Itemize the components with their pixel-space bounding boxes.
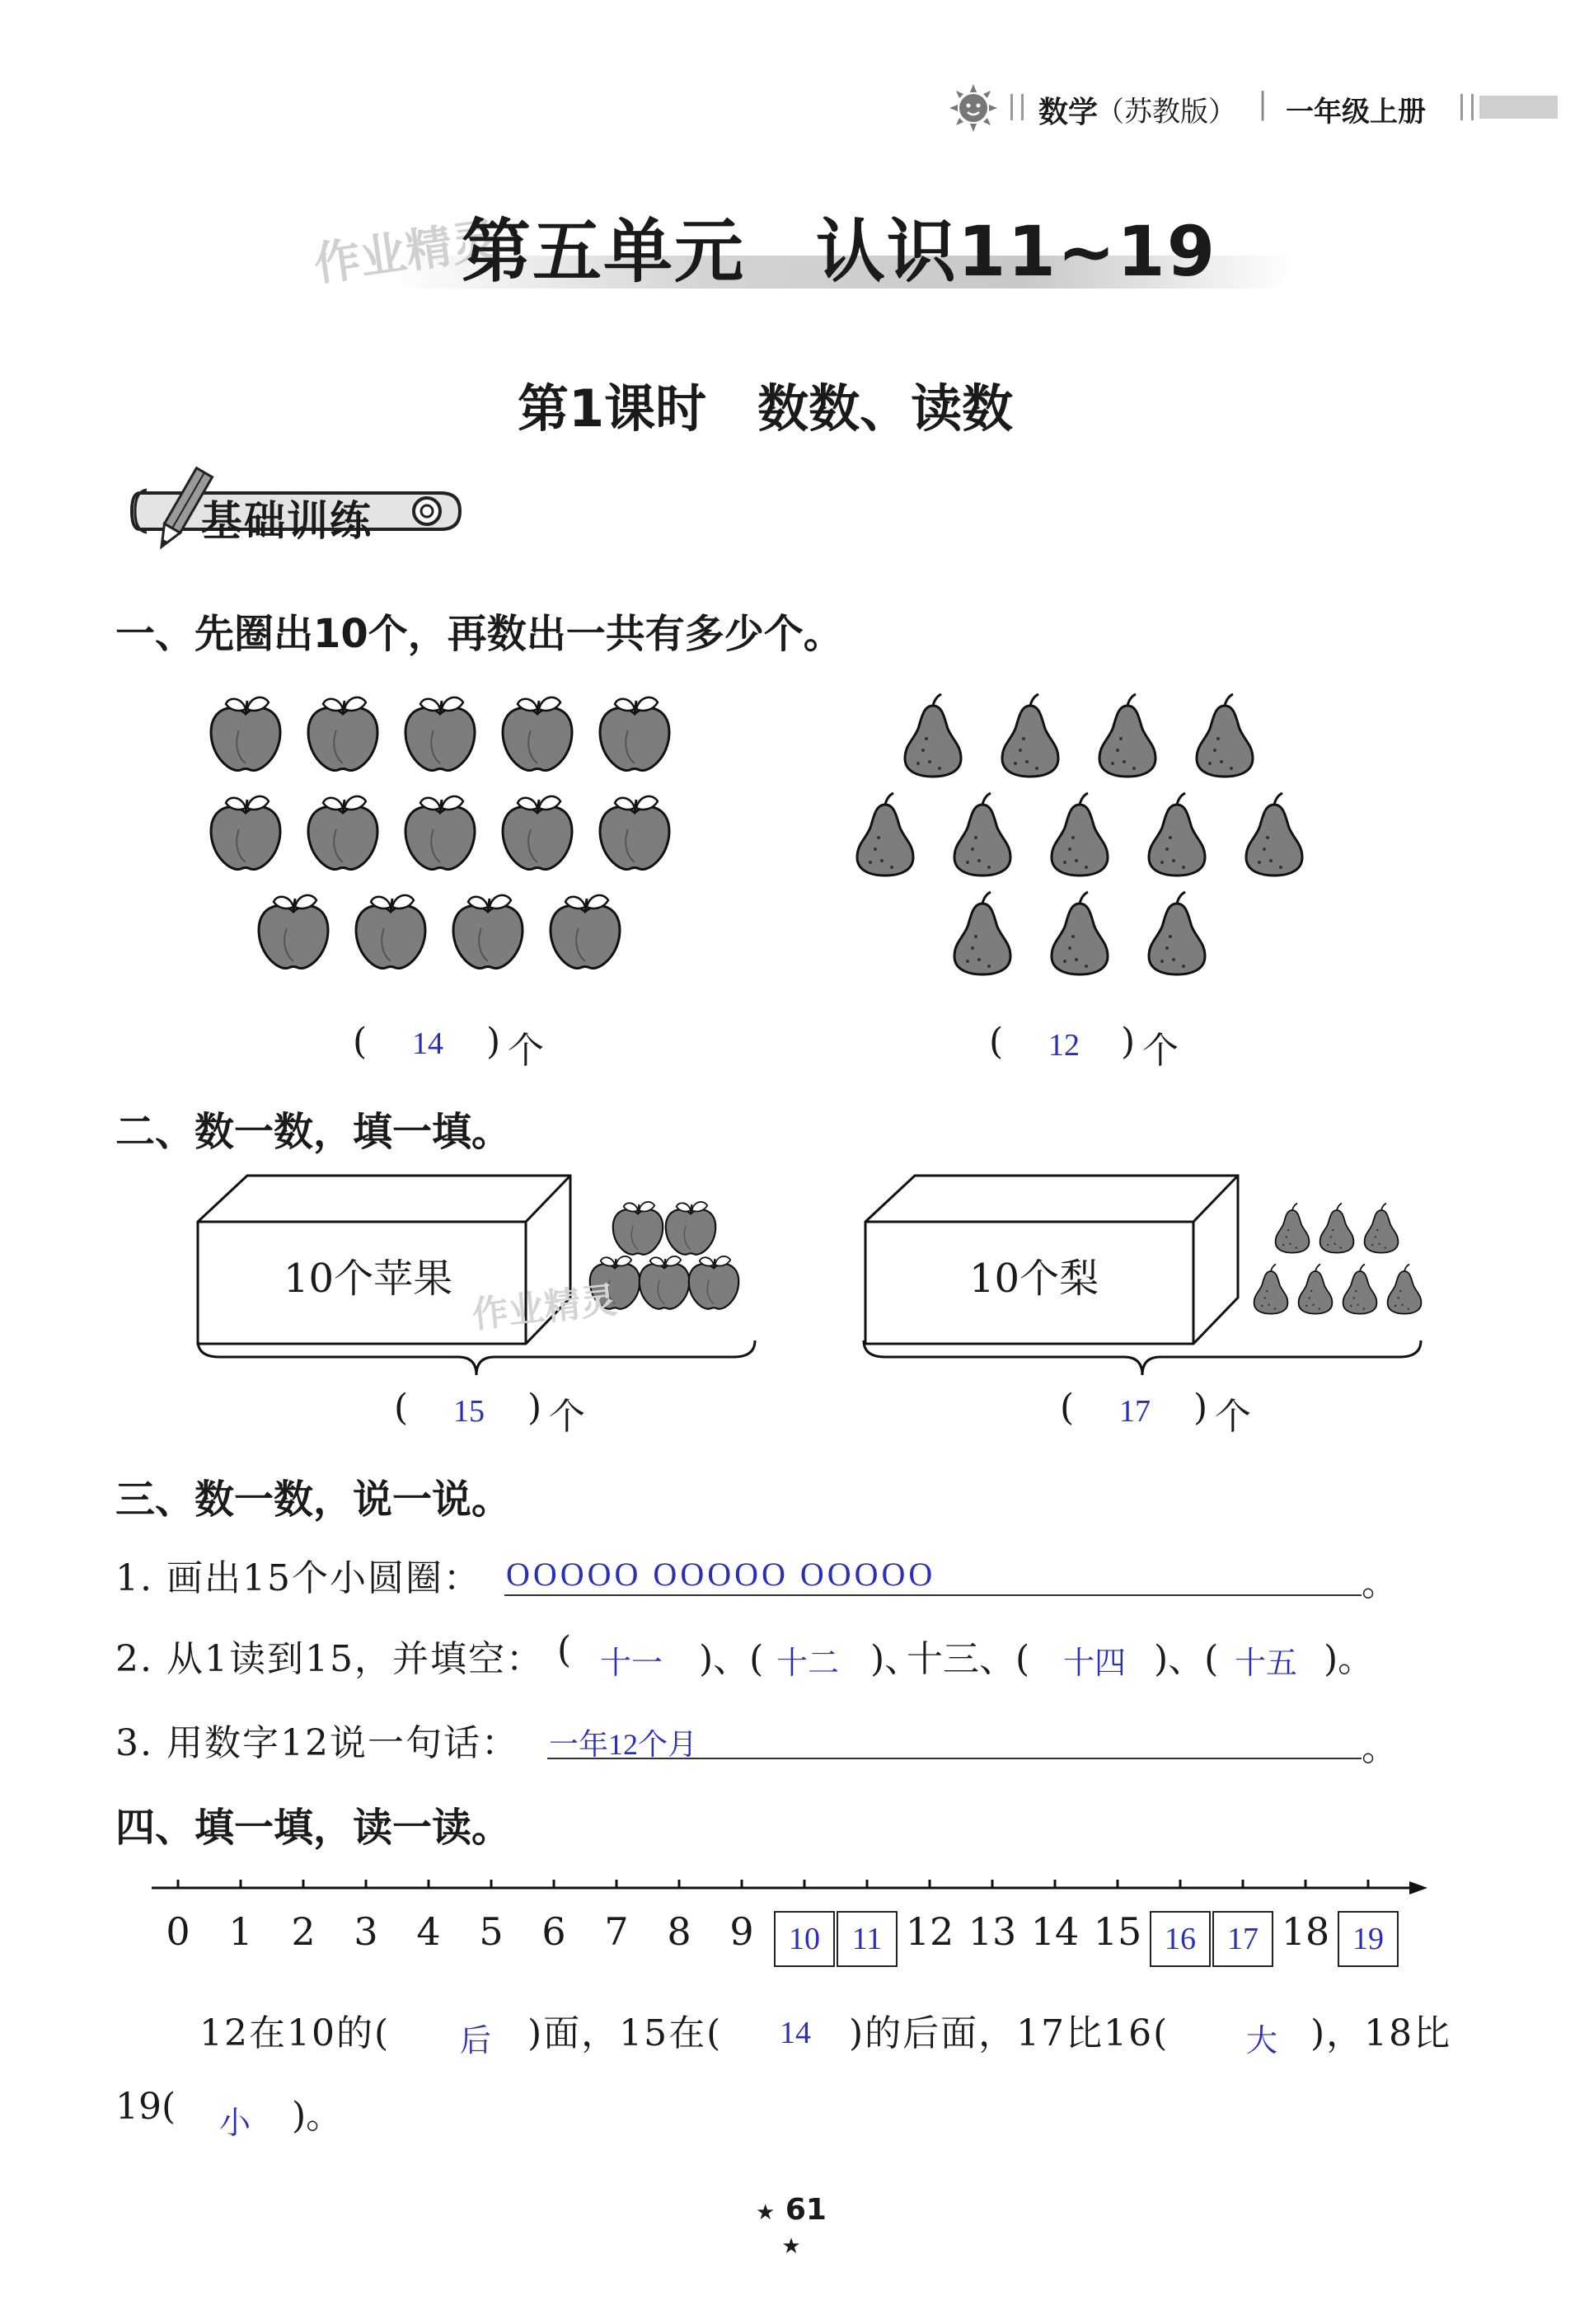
q3-item2-sep1: )、( (699, 1638, 764, 1680)
number-line-label: 18 (1281, 1909, 1330, 1954)
box-apples-label: 10个苹果 (284, 1256, 453, 1302)
q4-s-part1: 12在10的( (199, 2012, 391, 2054)
apple-icon (551, 895, 620, 969)
pear-icon (857, 793, 913, 876)
lesson-title: 第1课时 数数、读数 (518, 378, 1014, 439)
q2-unit1: 个 (549, 1396, 585, 1438)
q2-title: 二、数一数，填一填。 (115, 1109, 512, 1155)
q1-apples-unit: 个 (508, 1030, 544, 1072)
header-grade: 一年级上册 (1286, 96, 1426, 129)
q3-item2-end: )。 (1324, 1638, 1375, 1680)
star-icon: ★ (756, 2200, 776, 2225)
apple-icon (211, 697, 280, 771)
number-line-label: 2 (291, 1909, 316, 1954)
number-line-label: 0 (166, 1909, 190, 1954)
number-line-label: 8 (667, 1909, 691, 1954)
number-line (148, 1871, 1434, 1904)
number-line-label: 12 (905, 1909, 954, 1954)
watermark-2: 作业精灵 (470, 1279, 619, 1337)
q3-item3-answer: 一年12个月 (549, 1728, 698, 1761)
number-line-answer-box: 16 (1150, 1911, 1211, 1967)
pear-icon (954, 892, 1010, 974)
q1-title: 一、先圈出10个，再数出一共有多少个。 (115, 611, 843, 657)
q3-item2-answer1: 十一 (600, 1646, 663, 1681)
apple-icon (600, 697, 669, 771)
header-bar (948, 82, 1558, 132)
header-separator: | (1258, 87, 1268, 121)
q4-s-answer4: 小 (219, 2106, 251, 2141)
q2-paren2-close: ) (1193, 1387, 1208, 1429)
apple-icon (308, 796, 377, 870)
q4-s-part2: )面，15在( (527, 2012, 723, 2054)
q3-item1-answer: OOOOO OOOOO OOOOO (506, 1556, 936, 1593)
q3-item1-underline (504, 1594, 1362, 1596)
pears-group (841, 684, 1335, 998)
q2-unit2: 个 (1215, 1396, 1251, 1438)
number-line-label: 13 (968, 1909, 1017, 1954)
number-line-label: 5 (479, 1909, 504, 1954)
header-subject: 数学 (1038, 96, 1099, 129)
brace-apples (195, 1337, 758, 1382)
q1-pears-paren-open: ( (989, 1021, 1004, 1063)
apple-icon (503, 697, 572, 771)
number-line-answer-box: 17 (1212, 1911, 1273, 1967)
q3-item2-answer4: 十五 (1235, 1646, 1298, 1681)
number-line-label: 7 (604, 1909, 629, 1954)
q1-apples-paren-close: ) (486, 1021, 501, 1063)
q4-s-answer1: 后 (460, 2024, 492, 2059)
pear-icon (905, 694, 961, 777)
q1-pears-unit: 个 (1142, 1030, 1179, 1072)
number-line-label: 1 (228, 1909, 253, 1954)
q1-pears-paren-close: ) (1121, 1021, 1136, 1063)
q3-item2-sep3: 、( (979, 1638, 1030, 1680)
number-line-label: 4 (416, 1909, 441, 1954)
header-gray-strip (1479, 96, 1558, 119)
q4-title: 四、填一填，读一读。 (115, 1805, 512, 1851)
number-line-label: 6 (541, 1909, 566, 1954)
pear-icon (954, 793, 1010, 876)
apple-icon (356, 895, 425, 969)
q3-item2-fixed: 十三 (907, 1638, 979, 1680)
apple-icon (600, 796, 669, 870)
watermark: 作业精灵 (311, 213, 502, 293)
apple-icon (211, 796, 280, 870)
header-bars-right (1460, 94, 1474, 120)
q4-s-part4: )，18比 (1310, 2012, 1452, 2054)
unit-title: 第五单元 认识11~19 (462, 211, 1217, 292)
q4-s-part5: 19( (115, 2086, 176, 2128)
apple-icon (453, 895, 523, 969)
pear-icon (1052, 793, 1108, 876)
q4-s-answer2: 14 (780, 2016, 811, 2050)
q3-title: 三、数一数，说一说。 (115, 1477, 512, 1523)
q2-paren2-open: ( (1060, 1387, 1075, 1429)
number-line-label: 3 (354, 1909, 378, 1954)
q1-apples-paren-open: ( (353, 1021, 368, 1063)
q1-apples-answer: 14 (412, 1026, 443, 1061)
q2-answer1: 15 (453, 1394, 485, 1429)
q3-item1-prompt: 1. 画出15个小圆圈： (115, 1557, 481, 1599)
pear-icon (1149, 892, 1205, 974)
q3-item2-answer3: 十四 (1063, 1646, 1127, 1681)
header-bars-left (1010, 94, 1024, 120)
brace-pears (860, 1337, 1424, 1382)
number-line-label: 9 (729, 1909, 754, 1954)
loose-pears (1244, 1187, 1434, 1327)
q3-item2-answer2: 十二 (776, 1646, 840, 1681)
q3-item1-period: 。 (1362, 1562, 1398, 1604)
q3-item2-paren1: ( (557, 1629, 572, 1671)
pear-icon (1002, 694, 1058, 777)
apples-group (198, 684, 692, 998)
q1-pears-answer: 12 (1048, 1028, 1080, 1063)
q4-s-part3: )的后面，17比16( (849, 2012, 1169, 2054)
q4-s-answer3: 大 (1246, 2024, 1278, 2059)
pear-icon (1149, 793, 1205, 876)
box-pears-label: 10个梨 (969, 1256, 1099, 1302)
q3-item2-prompt: 2. 从1读到15，并填空： (115, 1638, 544, 1680)
q2-paren1-close: ) (527, 1387, 542, 1429)
q3-item3-period: 。 (1362, 1727, 1398, 1769)
badge (115, 462, 462, 561)
q2-answer2: 17 (1119, 1394, 1151, 1429)
star-icon: ★ (781, 2234, 801, 2259)
pear-icon (1246, 793, 1302, 876)
apple-icon (405, 697, 475, 771)
pear-icon (1052, 892, 1108, 974)
number-line-answer-box: 10 (774, 1911, 835, 1967)
pear-icon (1099, 694, 1155, 777)
apple-icon (308, 697, 377, 771)
q4-s-part6: )。 (292, 2095, 343, 2137)
q3-item3-prompt: 3. 用数字12说一句话： (115, 1722, 519, 1764)
number-line-answer-box: 11 (837, 1911, 898, 1967)
q3-item2-sep4: )、( (1154, 1638, 1219, 1680)
pear-icon (1197, 694, 1253, 777)
q2-paren1-open: ( (394, 1387, 409, 1429)
number-line-answer-box: 19 (1338, 1911, 1399, 1967)
sun-icon (948, 82, 999, 134)
apple-icon (503, 796, 572, 870)
header-edition: （苏教版） (1096, 96, 1236, 129)
footer-page (742, 2193, 841, 2261)
number-line-label: 14 (1030, 1909, 1080, 1954)
q3-item2-sep2: )、 (870, 1638, 921, 1680)
apple-icon (259, 895, 328, 969)
number-line-label: 15 (1093, 1909, 1142, 1954)
apple-icon (405, 796, 475, 870)
badge-label: 基础训练 (201, 497, 373, 545)
page-number: 61 (785, 2193, 827, 2227)
